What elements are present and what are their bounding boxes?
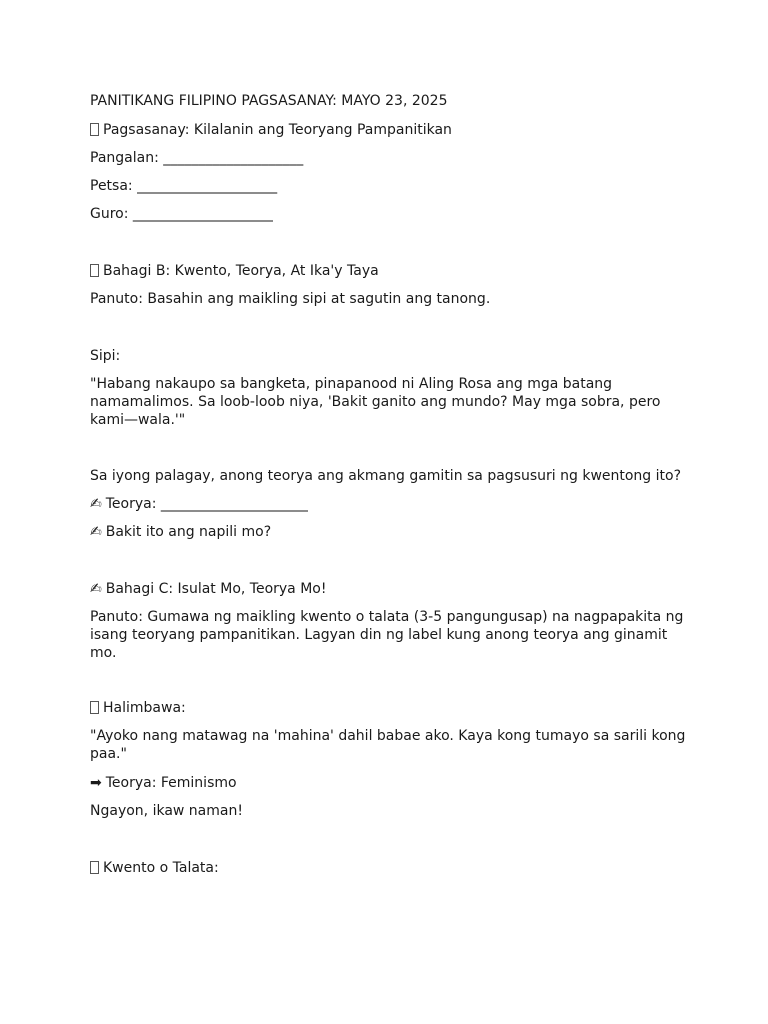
name-field: Pangalan: ____________________ (90, 150, 304, 166)
missing-glyph-icon (90, 123, 99, 136)
pencil-icon: ✍ (90, 524, 102, 540)
part-b-instructions: Panuto: Basahin ang maikling sipi at sagutin ang tanong. (90, 291, 491, 307)
story-label: Kwento o Talata: (103, 860, 219, 876)
exercise-line (90, 121, 690, 139)
why-question-line (90, 523, 690, 541)
pencil-icon: ✍ (90, 581, 102, 597)
prompt-text: Ngayon, ikaw naman! (90, 803, 243, 819)
part-b-heading: Bahagi B: Kwento, Teorya, At Ika'y Taya (103, 263, 379, 279)
example-label-line (90, 699, 690, 717)
excerpt-text: "Habang nakaupo sa bangketa, pinapanood ni Aling Rosa ang mga batang namamalimos. Sa loob-loob niya, 'Bakit ganito ang mundo? May mga sobra, pero kami—wala.'" (90, 376, 665, 428)
part-b-question: Sa iyong palagay, anong teorya ang akmang gamitin sa pagsusuri ng kwentong ito? (90, 468, 682, 484)
theory-field-line (90, 495, 690, 513)
date-field: Petsa: ____________________ (90, 178, 278, 194)
example-theory-line (90, 774, 690, 792)
missing-glyph-icon (90, 264, 99, 277)
part-c-instructions: Panuto: Gumawa ng maikling kwento o talata (3-5 pangungusap) na nagpapakita ng isang teoryang pampanitikan. Lagyan din ng label kung anong teorya ang ginamit mo. (90, 609, 688, 661)
part-c-heading-line (90, 580, 690, 598)
pencil-icon: ✍ (90, 496, 102, 512)
missing-glyph-icon (90, 701, 99, 714)
arrow-right-icon: ➡ (90, 775, 102, 791)
theory-field: Teorya: _____________________ (105, 496, 308, 512)
example-text: "Ayoko nang matawag na 'mahina' dahil babae ako. Kaya kong tumayo sa sarili kong paa." (90, 728, 690, 762)
example-theory: Teorya: Feminismo (105, 775, 237, 791)
story-label-line (90, 859, 690, 877)
example-label: Halimbawa: (103, 700, 186, 716)
excerpt-label: Sipi: (90, 348, 121, 364)
teacher-field: Guro: ____________________ (90, 206, 273, 222)
part-c-heading: Bahagi C: Isulat Mo, Teorya Mo! (105, 581, 327, 597)
why-question: Bakit ito ang napili mo? (105, 524, 272, 540)
document-title: PANITIKANG FILIPINO PAGSASANAY: MAYO 23, 2025 (90, 93, 448, 109)
exercise-title: Pagsasanay: Kilalanin ang Teoryang Pampanitikan (103, 122, 452, 138)
missing-glyph-icon (90, 861, 99, 874)
part-b-heading-line (90, 262, 690, 280)
